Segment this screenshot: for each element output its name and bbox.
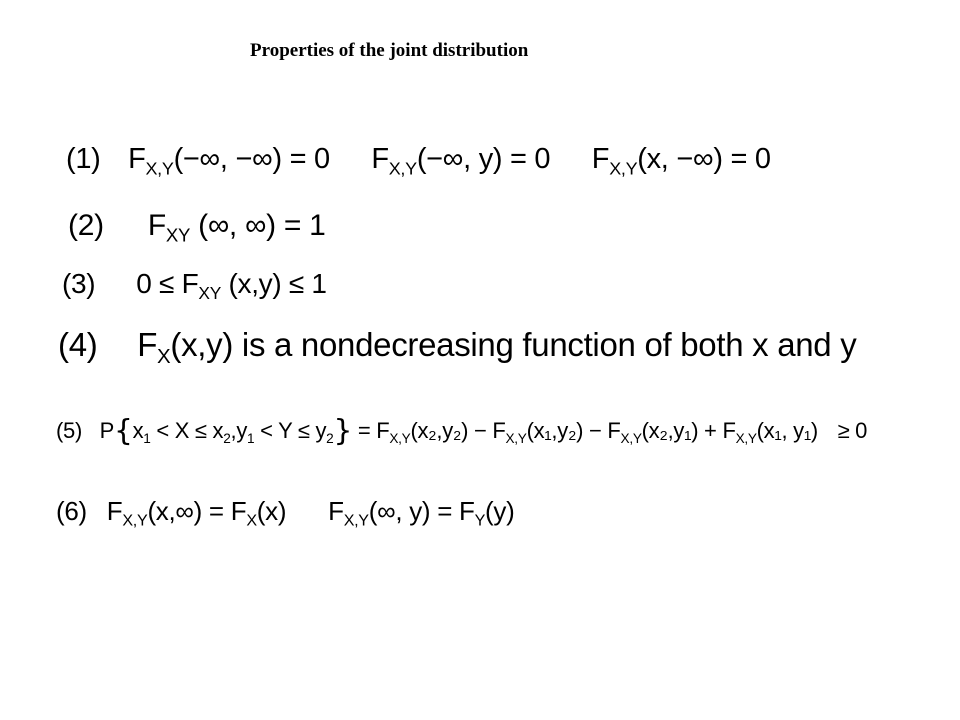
property-5-term-3: $F_{X,Y}(x_2,y_1)$: [607, 418, 699, 446]
property-label: (2): [68, 209, 104, 242]
property-6-marginal-x: $F_{X,Y}(x,\infty) = F_X(x)$: [106, 496, 287, 530]
property-6: [56, 496, 515, 530]
property-5-term-4: $F_{X,Y}(x_1$, y₁): [722, 418, 818, 446]
property-5-term-2: $F_{X,Y}(x_1,y_2)$: [492, 418, 584, 446]
property-2-expression: $F_{XY}$ (∞, ∞) = 1: [147, 209, 326, 246]
property-1-term-b: $F_{X,Y}(-\infty$, y) = 0: [371, 143, 551, 179]
property-5-term-1: $F_{X,Y}(x_2,y_2)$: [376, 418, 469, 446]
property-4-expression: $F_X(x,y)$ is a nondecreasing function of both x and y: [137, 326, 857, 369]
property-1-term-a: $F_{X,Y}(-\infty$, −∞) = 0: [128, 143, 330, 179]
property-label: (5): [56, 418, 82, 443]
property-1: [66, 143, 771, 179]
property-3: [62, 268, 327, 304]
property-label: (1): [66, 143, 101, 175]
property-5: (5) $P\{x_1 < X \le x_2,y_1 < Y \le y_2\} = F_{X,Y}(x_2,y_2) - F_{X,Y}(x_1,y_2) - F_{X,Y}(x_2,y_1) + F_{X,Y}(x_1$, y₁) ≥ 0: [56, 413, 868, 449]
property-4: [58, 326, 857, 369]
property-3-expression: $0 \le F_{XY}$ (x,y) ≤ 1: [136, 268, 327, 304]
property-2: [68, 209, 326, 246]
property-label: (4): [58, 326, 98, 363]
property-6-marginal-y: $F_{X,Y}(\infty$, $y) = F_Y(y)$: [328, 496, 515, 530]
property-1-term-c: $F_{X,Y}(x$, −∞) = 0: [591, 143, 771, 179]
property-5-probability: $P\{x_1 < X \le x_2,y_1 < Y \le y_2\}$: [99, 413, 353, 449]
property-5-inequality: ≥ 0: [837, 418, 868, 443]
property-label: (3): [62, 268, 96, 299]
page-title: Properties of the joint distribution: [250, 40, 529, 61]
property-label: (6): [56, 496, 87, 526]
